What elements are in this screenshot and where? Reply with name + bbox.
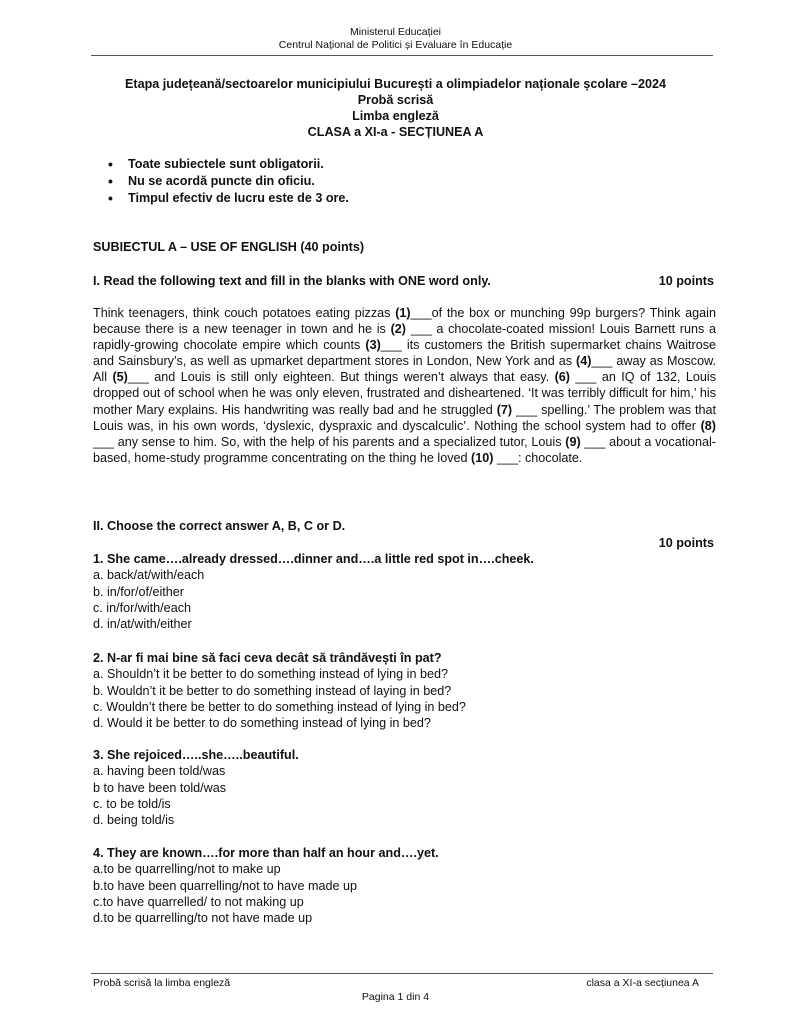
gap-number: (8)	[700, 418, 716, 433]
page-header	[0, 26, 791, 52]
answer-option: d.to be quarrelling/to not have made up	[93, 911, 313, 926]
gap-number: (5)	[112, 370, 128, 385]
answer-option: d. Would it be better to do something instead of lying in bed?	[93, 716, 431, 731]
passage-text: ___ about a vocational-based, home-study programme concentrating on the thing he loved	[93, 434, 716, 465]
question-stem: 2. N-ar fi mai bine să faci ceva decât să trândăvești în pat?	[93, 651, 442, 665]
answer-option: d. being told/is	[93, 813, 175, 828]
section-2-points: 10 points	[658, 536, 714, 550]
answer-option: a. Shouldn’t it be better to do something instead of lying in bed?	[93, 667, 448, 682]
question-4	[93, 845, 733, 926]
ministry-name: Ministerul Educației	[349, 26, 442, 38]
passage-text: Think teenagers, think couch potatoes eating pizzas	[93, 306, 396, 320]
answer-option: c. to be told/is	[93, 796, 171, 811]
rules-list	[108, 156, 668, 207]
rule-item: • Timpul efectiv de lucru este de 3 ore.	[108, 190, 668, 207]
rule-item: • Nu se acordă puncte din oficiu.	[108, 173, 668, 190]
passage-text: ___ a chocolate-coated mission! Louis Barnett runs a rapidly-growing chocolate empire which counts	[93, 322, 717, 353]
passage-text: ___ any sense to him. So, with the help of his parents and a specialized tutor, Louis	[93, 434, 566, 449]
section-2-heading	[93, 518, 714, 552]
question-1	[93, 551, 733, 632]
footer-right-text: clasa a XI-a secțiunea A	[586, 977, 699, 989]
answer-option: a.to be quarrelling/not to make up	[93, 862, 281, 877]
title-line-4: CLASA a XI-a - SECȚIUNEA A	[307, 125, 484, 139]
title-line-1: Etapa județeană/sectoarelor municipiului București a olimpiadelor naționale școlare –2024	[124, 77, 666, 91]
subject-heading: SUBIECTUL A – USE OF ENGLISH (40 points)	[93, 240, 365, 254]
section-1-instruction: I. Read the following text and fill in the blanks with ONE word only.	[93, 274, 491, 288]
gap-number: (1)	[395, 306, 411, 320]
answer-option: b.to have been quarrelling/not to have made up	[93, 878, 357, 893]
passage-text: ___: chocolate.	[493, 450, 583, 465]
answer-option: a. back/at/with/each	[93, 568, 205, 583]
center-name: Centrul Național de Politici și Evaluare în Educație	[278, 39, 513, 51]
gap-number: (2)	[390, 322, 406, 337]
answer-option: c. Wouldn’t there be better to do something instead of lying in bed?	[93, 699, 466, 714]
question-stem: 4. They are known….for more than half an hour and….yet.	[93, 846, 439, 860]
footer-left-text: Probă scrisă la limba engleză	[93, 977, 231, 989]
answer-option: b to have been told/was	[93, 780, 227, 795]
answer-option: b. in/for/of/either	[93, 584, 185, 599]
question-stem: 3. She rejoiced…..she…..beautiful.	[93, 748, 299, 762]
rule-item: • Toate subiectele sunt obligatorii.	[108, 156, 668, 173]
answer-option: d. in/at/with/either	[93, 617, 192, 632]
title-line-2: Probă scrisă	[357, 93, 434, 107]
question-2	[93, 650, 733, 731]
passage-text: ___ spelling.’ The problem was that Louis was, in his own words, ‘dyslexic, dyspraxic and dyscalculic’. Nothing the school system had to offer	[93, 402, 716, 433]
answer-option: c.to have quarrelled/ to not making up	[93, 894, 304, 909]
passage-text: ___ away as Moscow. All	[93, 354, 716, 385]
header-divider	[91, 55, 713, 56]
gap-number: (6)	[554, 370, 570, 385]
cloze-passage	[93, 305, 716, 466]
footer-divider	[91, 973, 713, 974]
title-line-3: Limba engleză	[352, 109, 439, 123]
passage-text: ___ its customers the British supermarket chains Waitrose and Sainsbury’s, as well as upmarket department stores in London, New York and as	[93, 338, 716, 369]
answer-option: b. Wouldn’t it be better to do something instead of laying in bed?	[93, 683, 452, 698]
gap-number: (3)	[365, 338, 381, 353]
passage-text: ___of the box or munching 99p burgers? Think again because there is a new teenager in town and he is	[93, 306, 716, 337]
question-stem: 1. She came….already dressed….dinner and….a little red spot in….cheek.	[93, 552, 534, 566]
gap-number: (7)	[496, 402, 513, 417]
exam-title	[0, 76, 791, 140]
passage-text: ___ and Louis is still only eighteen. But things weren’t always that easy.	[127, 370, 555, 385]
answer-option: a. having been told/was	[93, 764, 226, 779]
question-3	[93, 747, 733, 828]
passage-text: ___ an IQ of 132, Louis dropped out of school when he was only eleven, frustrated and disheartened. ‘It was terribly difficult for him,’ his mother Mary explains. His handwriting was really bad and he struggled	[93, 370, 716, 417]
answer-option: c. in/for/with/each	[93, 600, 191, 615]
section-1-points: 10 points	[658, 274, 714, 288]
page-number: Pagina 1 din 4	[361, 991, 430, 1003]
section-2-instruction: II. Choose the correct answer A, B, C or D.	[93, 519, 346, 533]
gap-number: (4)	[576, 354, 592, 369]
section-1-heading	[93, 274, 714, 288]
gap-number: (10)	[471, 450, 494, 465]
gap-number: (9)	[565, 434, 581, 449]
